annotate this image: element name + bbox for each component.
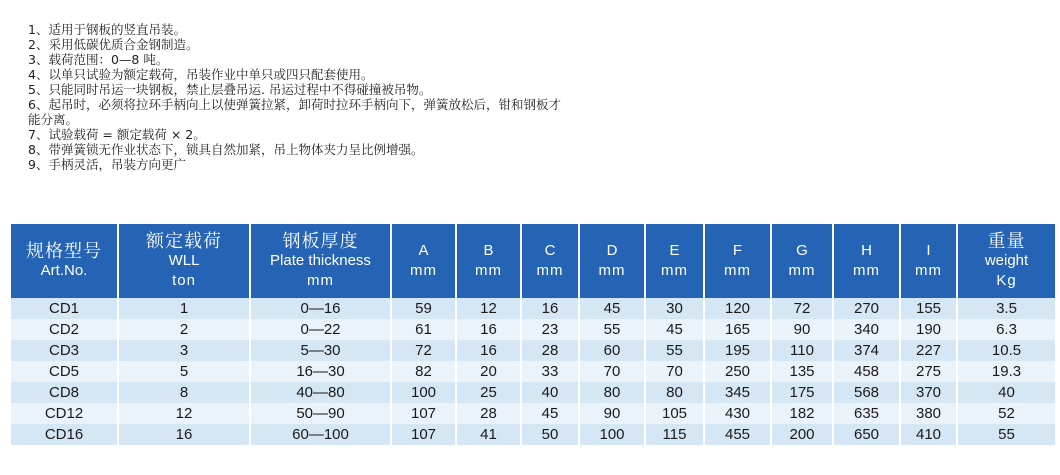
column-header-zh: 额定载荷 <box>146 231 222 251</box>
table-cell: 410 <box>900 424 957 445</box>
table-cell: 72 <box>771 298 833 319</box>
table-cell: 568 <box>833 382 900 403</box>
table-cell: 107 <box>391 403 456 424</box>
table-row <box>11 361 1055 382</box>
table-cell: 155 <box>900 298 957 319</box>
table-cell: 3 <box>118 340 250 361</box>
column-header-en: B <box>483 242 494 259</box>
table-cell: CD1 <box>11 298 118 319</box>
column-header <box>579 224 645 298</box>
table-cell: 41 <box>456 424 521 445</box>
table-cell: 40 <box>957 382 1055 403</box>
column-header <box>118 224 250 298</box>
table-cell: 40—80 <box>250 382 391 403</box>
table-cell: 16 <box>521 298 579 319</box>
table-cell: 8 <box>118 382 250 403</box>
table-row <box>11 424 1055 445</box>
table-row <box>11 298 1055 319</box>
column-header-en: WLL <box>168 252 200 269</box>
table-cell: 45 <box>645 319 704 340</box>
column-header-en: C <box>544 242 556 259</box>
column-header-en: F <box>732 242 743 259</box>
table-cell: CD16 <box>11 424 118 445</box>
table-cell: 115 <box>645 424 704 445</box>
table-cell: 1 <box>118 298 250 319</box>
column-header-unit: mm <box>410 262 437 279</box>
table-cell: 61 <box>391 319 456 340</box>
table-cell: 2 <box>118 319 250 340</box>
note-line: 6、起吊时，必须将拉环手柄向上以使弹簧拉紧，卸荷时拉环手柄向下，弹簧放松后，钳和钢板才能分离。 <box>28 97 561 127</box>
column-header-unit: mm <box>598 262 626 279</box>
column-header-unit: mm <box>475 262 502 279</box>
table-cell: 370 <box>900 382 957 403</box>
column-header-unit: mm <box>788 262 816 279</box>
table-cell: 635 <box>833 403 900 424</box>
table-cell: 374 <box>833 340 900 361</box>
column-header-en: G <box>796 242 808 259</box>
table-cell: 10.5 <box>957 340 1055 361</box>
table-cell: 28 <box>521 340 579 361</box>
table-cell: 275 <box>900 361 957 382</box>
table-cell: 82 <box>391 361 456 382</box>
column-header <box>391 224 456 298</box>
table-cell: 6.3 <box>957 319 1055 340</box>
column-header-unit: mm <box>724 262 751 279</box>
table-cell: 28 <box>456 403 521 424</box>
column-header-en: E <box>669 242 680 259</box>
table-cell: 120 <box>704 298 771 319</box>
table-cell: 200 <box>771 424 833 445</box>
table-cell: 50 <box>521 424 579 445</box>
table-cell: 70 <box>645 361 704 382</box>
column-header-unit: mm <box>661 262 688 279</box>
table-cell: CD2 <box>11 319 118 340</box>
table-cell: 135 <box>771 361 833 382</box>
table-cell: 90 <box>771 319 833 340</box>
column-header <box>521 224 579 298</box>
table-cell: 0—22 <box>250 319 391 340</box>
column-header <box>250 224 391 298</box>
table-cell: 250 <box>704 361 771 382</box>
table-cell: 107 <box>391 424 456 445</box>
table-cell: 55 <box>957 424 1055 445</box>
note-line: 7、试验载荷 = 额定载荷 × 2。 <box>28 127 206 142</box>
table-cell: 16 <box>118 424 250 445</box>
table-cell: 55 <box>579 319 645 340</box>
table-header-row <box>11 224 1055 298</box>
column-header <box>645 224 704 298</box>
table-cell: 40 <box>521 382 579 403</box>
column-header-zh: 规格型号 <box>26 241 102 261</box>
column-header <box>771 224 833 298</box>
table-cell: 650 <box>833 424 900 445</box>
table-row <box>11 382 1055 403</box>
table-cell: 45 <box>579 298 645 319</box>
spec-table-container <box>11 224 1055 445</box>
column-header <box>11 224 118 298</box>
table-cell: 182 <box>771 403 833 424</box>
column-header-unit: mm <box>915 262 942 279</box>
table-cell: 52 <box>957 403 1055 424</box>
table-cell: 30 <box>645 298 704 319</box>
table-cell: 175 <box>771 382 833 403</box>
table-cell: 270 <box>833 298 900 319</box>
column-header-zh: 重量 <box>987 231 1026 251</box>
table-row <box>11 340 1055 361</box>
column-header-en: D <box>606 242 618 259</box>
table-cell: 455 <box>704 424 771 445</box>
table-cell: 12 <box>456 298 521 319</box>
table-cell: 59 <box>391 298 456 319</box>
column-header-en: I <box>926 242 931 259</box>
note-line: 5、只能同时吊运一块钢板，禁止层叠吊运. 吊运过程中不得碰撞被吊物。 <box>28 82 432 97</box>
table-cell: 430 <box>704 403 771 424</box>
table-cell: CD5 <box>11 361 118 382</box>
table-cell: 50—90 <box>250 403 391 424</box>
table-cell: 25 <box>456 382 521 403</box>
table-cell: 340 <box>833 319 900 340</box>
column-header-unit: Kg <box>996 272 1017 289</box>
table-cell: CD12 <box>11 403 118 424</box>
column-header-zh: 钢板厚度 <box>282 231 359 251</box>
table-cell: 3.5 <box>957 298 1055 319</box>
table-cell: 90 <box>579 403 645 424</box>
table-cell: 23 <box>521 319 579 340</box>
table-cell: 105 <box>645 403 704 424</box>
table-cell: 19.3 <box>957 361 1055 382</box>
table-cell: 12 <box>118 403 250 424</box>
column-header-en: weight <box>984 252 1029 269</box>
table-cell: 80 <box>579 382 645 403</box>
table-cell: 33 <box>521 361 579 382</box>
note-line: 2、采用低碳优质合金钢制造。 <box>28 37 199 52</box>
column-header <box>704 224 771 298</box>
table-cell: 195 <box>704 340 771 361</box>
table-cell: 55 <box>645 340 704 361</box>
column-header-unit: mm <box>853 262 880 279</box>
table-cell: 458 <box>833 361 900 382</box>
note-line: 8、带弹簧锁无作业状态下，锁具自然加紧，吊上物体夹力呈比例增强。 <box>28 142 424 157</box>
column-header <box>900 224 957 298</box>
table-cell: 80 <box>645 382 704 403</box>
column-header <box>456 224 521 298</box>
table-cell: 45 <box>521 403 579 424</box>
table-cell: 190 <box>900 319 957 340</box>
column-header-en: A <box>418 242 429 259</box>
table-cell: CD8 <box>11 382 118 403</box>
column-header-unit: ton <box>172 272 196 289</box>
column-header-unit: mm <box>536 262 564 279</box>
table-cell: 5—30 <box>250 340 391 361</box>
column-header-en: Art.No. <box>40 262 88 279</box>
table-cell: 16 <box>456 340 521 361</box>
column-header-en: H <box>861 242 872 259</box>
table-cell: 60 <box>579 340 645 361</box>
column-header <box>833 224 900 298</box>
table-cell: 380 <box>900 403 957 424</box>
table-cell: 110 <box>771 340 833 361</box>
table-cell: 70 <box>579 361 645 382</box>
note-line: 1、适用于钢板的竖直吊装。 <box>28 22 186 37</box>
table-cell: CD3 <box>11 340 118 361</box>
table-cell: 16—30 <box>250 361 391 382</box>
note-line: 4、以单只试验为额定载荷，吊装作业中单只或四只配套使用。 <box>28 67 374 82</box>
table-cell: 345 <box>704 382 771 403</box>
table-body <box>11 298 1055 445</box>
table-row <box>11 403 1055 424</box>
table-cell: 100 <box>579 424 645 445</box>
table-row <box>11 319 1055 340</box>
column-header <box>957 224 1055 298</box>
table-cell: 100 <box>391 382 456 403</box>
table-cell: 5 <box>118 361 250 382</box>
usage-notes <box>28 22 568 190</box>
table-cell: 20 <box>456 361 521 382</box>
table-cell: 16 <box>456 319 521 340</box>
column-header-unit: mm <box>307 272 334 289</box>
table-cell: 60—100 <box>250 424 391 445</box>
column-header-en: Plate thickness <box>270 252 371 269</box>
table-cell: 165 <box>704 319 771 340</box>
note-line: 9、手柄灵活，吊装方向更广 <box>28 157 186 172</box>
table-cell: 72 <box>391 340 456 361</box>
table-cell: 0—16 <box>250 298 391 319</box>
spec-table <box>11 224 1055 445</box>
table-cell: 227 <box>900 340 957 361</box>
note-line: 3、载荷范围：0—8 吨。 <box>28 52 169 67</box>
